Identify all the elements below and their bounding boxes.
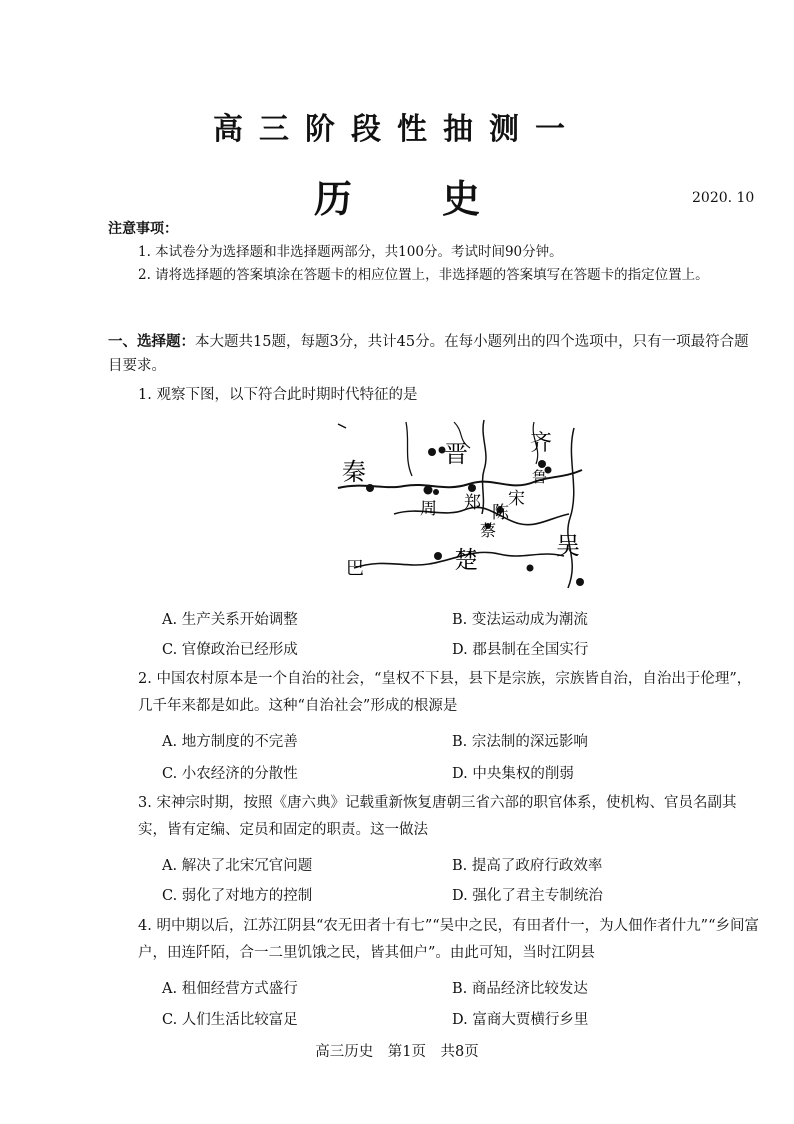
section-heading: 一、选择题：	[108, 333, 195, 350]
map-label-wu: 吴	[556, 532, 580, 560]
q3-option-a: A. 解决了北宋冗官问题	[162, 858, 313, 874]
map-label-chen: 陈	[492, 503, 509, 523]
q4-option-a: A. 租佃经营方式盛行	[162, 981, 298, 997]
q4-option-d: D. 富商大贾横行乡里	[452, 1012, 589, 1028]
map-label-zhou: 周	[420, 499, 437, 519]
q3-option-b: B. 提高了政府行政效率	[452, 858, 603, 874]
q2-option-b: B. 宗法制的深远影响	[452, 734, 588, 750]
spring-autumn-map	[334, 418, 592, 594]
section-text: 本大题共15题，每题3分，共计45分。在每小题列出的四个选项中，只有一项最符合题目要求。	[108, 334, 749, 374]
question-4-stem: 4. 明中期以后，江苏江阴县“农无田者十有七”“吴中之民，有田者什一，为人佃作者什九”“乡间富户，田连阡陌，合一二里饥饿之民，皆其佃户”。由此可知，当时江阴县	[138, 918, 760, 961]
exam-title: 高三阶段性抽测一	[213, 112, 581, 147]
map-figure	[334, 418, 592, 594]
question-1-stem: 1. 观察下图，以下符合此时期时代特征的是	[138, 387, 418, 403]
notice-heading: 注意事项：	[108, 221, 178, 237]
q4-option-b: B. 商品经济比较发达	[452, 981, 588, 997]
map-label-zheng: 郑	[464, 493, 481, 513]
map-label-qi: 齐	[530, 431, 553, 456]
q1-option-d: D. 郡县制在全国实行	[452, 642, 589, 658]
exam-date: 2020. 10	[692, 190, 755, 206]
map-label-jin: 晋	[444, 440, 468, 468]
section-instructions	[108, 330, 758, 378]
notice-item-1: 1. 本试卷分为选择题和非选择题两部分，共100分。考试时间90分钟。	[138, 244, 563, 260]
q1-option-b: B. 变法运动成为潮流	[452, 612, 588, 628]
map-label-lu: 鲁	[532, 468, 548, 486]
q4-option-c: C. 人们生活比较富足	[162, 1012, 298, 1028]
page-footer: 高三历史 第1页 共8页	[315, 1044, 479, 1060]
q1-option-c: C. 官僚政治已经形成	[162, 642, 298, 658]
map-label-chu: 楚	[454, 546, 478, 574]
question-3-stem: 3. 宋神宗时期，按照《唐六典》记载重新恢复唐朝三省六部的职官体系，使机构、官员名副其实，皆有定编、定员和固定的职责。这一做法	[138, 795, 737, 838]
map-label-qin: 秦	[342, 458, 366, 486]
q1-option-a: A. 生产关系开始调整	[162, 612, 298, 628]
q2-option-a: A. 地方制度的不完善	[162, 734, 298, 750]
q2-option-d: D. 中央集权的削弱	[452, 766, 574, 782]
q3-option-d: D. 强化了君主专制统治	[452, 888, 603, 904]
map-label-ba: 巴	[346, 558, 364, 579]
map-label-song: 宋	[508, 489, 525, 509]
notice-item-2: 2. 请将选择题的答案填涂在答题卡的相应位置上，非选择题的答案填写在答题卡的指定位置上。	[138, 267, 709, 283]
question-2-stem: 2. 中国农村原本是一个自治的社会，“皇权不下县，县下是宗族，宗族皆自治，自治出于伦理”，几千年来都是如此。这种“自治社会”形成的根源是	[138, 671, 752, 714]
q2-option-c: C. 小农经济的分散性	[162, 766, 298, 782]
map-label-cai: 蔡	[480, 521, 497, 540]
q3-option-c: C. 弱化了对地方的控制	[162, 888, 313, 904]
subject-title: 历史	[313, 176, 570, 221]
